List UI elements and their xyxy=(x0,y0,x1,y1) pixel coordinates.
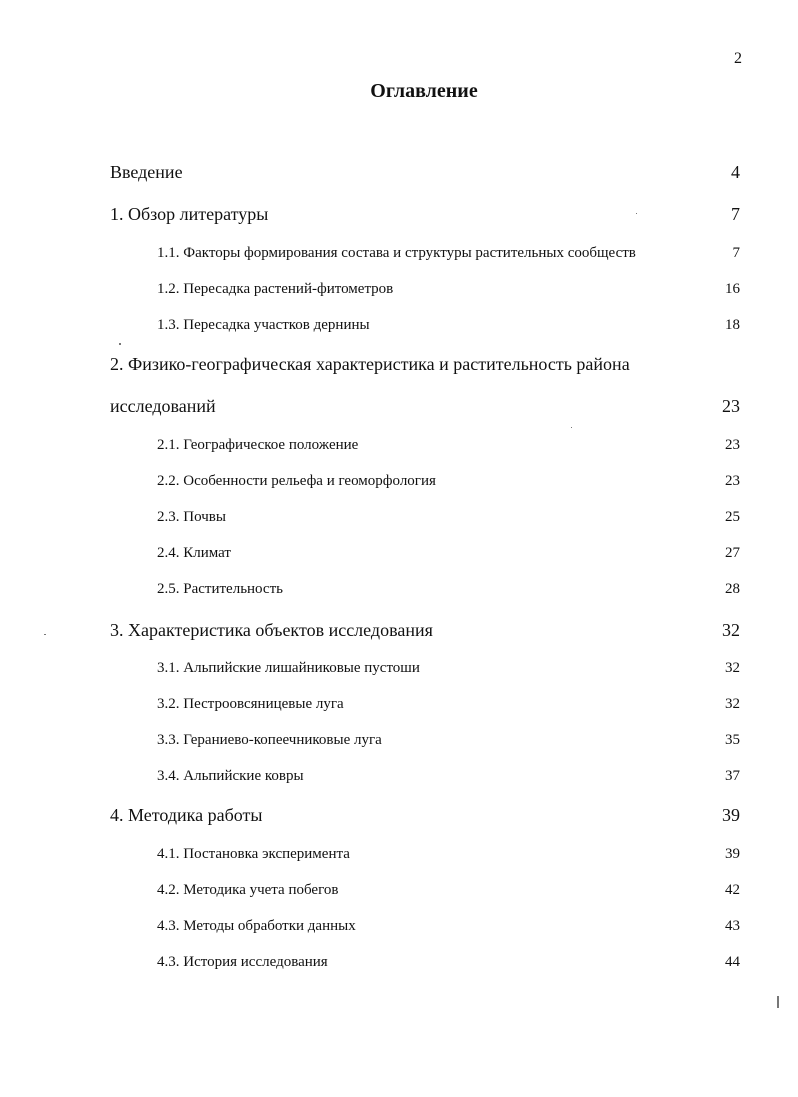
toc-entry-page: 7 xyxy=(731,204,740,224)
toc-entry-label: 2.2. Особенности рельефа и геоморфология xyxy=(157,473,436,489)
toc-entry-page: 16 xyxy=(725,281,740,297)
toc-entry-label: 4.3. Методы обработки данных xyxy=(157,918,356,934)
toc-entry-label: 2.3. Почвы xyxy=(157,509,226,525)
toc-entry-label: 1.1. Факторы формирования состава и структуры растительных сообществ xyxy=(157,245,636,261)
toc-subentry xyxy=(157,918,740,935)
toc-entry-label: 4. Методика работы xyxy=(110,805,263,825)
toc-subentry xyxy=(157,882,740,899)
scan-speck xyxy=(571,427,572,428)
toc-subentry xyxy=(157,732,740,749)
page-number: 2 xyxy=(734,50,742,67)
toc-entry-page: 23 xyxy=(725,437,740,453)
toc-subentry xyxy=(157,768,740,785)
toc-entry xyxy=(110,204,740,225)
toc-entry-page: 32 xyxy=(725,696,740,712)
toc-subentry xyxy=(157,437,740,454)
toc-entry-label: 2.1. Географическое положение xyxy=(157,437,359,453)
toc-entry-page: 39 xyxy=(725,846,740,862)
toc-subentry xyxy=(157,581,740,598)
toc-subentry xyxy=(157,954,740,971)
toc-entry-label: 1.2. Пересадка растений-фитометров xyxy=(157,281,394,297)
toc-entry-page: 23 xyxy=(725,473,740,489)
toc-entry-label: 3. Характеристика объектов исследования xyxy=(110,620,433,640)
scan-speck xyxy=(636,213,637,214)
toc-entry xyxy=(110,805,740,826)
toc-subentry xyxy=(157,281,740,298)
toc-entry-page: 44 xyxy=(725,954,740,970)
toc-entry-label: 3.2. Пестроовсяницевые луга xyxy=(157,696,344,712)
toc-subentry xyxy=(157,317,740,334)
toc-entry-page: 27 xyxy=(725,545,740,561)
toc-subentry xyxy=(157,545,740,562)
scan-speck xyxy=(777,996,779,1008)
toc-entry-label: 4.1. Постановка эксперимента xyxy=(157,846,350,862)
toc-entry-page: 32 xyxy=(725,660,740,676)
toc-title: Оглавление xyxy=(370,80,478,102)
toc-entry-label: 2.4. Климат xyxy=(157,545,231,561)
toc-entry-page: 18 xyxy=(725,317,740,333)
toc-subentry xyxy=(157,473,740,490)
toc-entry-page: 23 xyxy=(722,396,740,416)
toc-subentry xyxy=(157,846,740,863)
toc-entry-page: 4 xyxy=(731,162,740,182)
toc-entry-label: 4.3. История исследования xyxy=(157,954,328,970)
toc-entry-page: 32 xyxy=(722,620,740,640)
toc-entry-label: 2. Физико-географическая характеристика и растительность района xyxy=(110,354,630,374)
toc-entry-page: 35 xyxy=(725,732,740,748)
toc-entry xyxy=(110,162,740,183)
toc-entry-label: 3.3. Гераниево-копеечниковые луга xyxy=(157,732,382,748)
toc-entry-label: 3.1. Альпийские лишайниковые пустоши xyxy=(157,660,420,676)
scan-speck xyxy=(119,343,121,345)
toc-entry-page: 25 xyxy=(725,509,740,525)
toc-entry-page: 43 xyxy=(725,918,740,934)
toc-subentry xyxy=(157,660,740,677)
toc-entry-label: 2.5. Растительность xyxy=(157,581,283,597)
toc-subentry xyxy=(157,509,740,526)
toc-entry-label: Введение xyxy=(110,162,183,182)
toc-entry xyxy=(110,396,740,417)
toc-entry-label: 4.2. Методика учета побегов xyxy=(157,882,339,898)
toc-entry xyxy=(110,354,740,375)
toc-entry-page: 7 xyxy=(732,245,740,261)
toc-entry-page: 37 xyxy=(725,768,740,784)
toc-subentry xyxy=(157,245,740,262)
toc-entry-page: 39 xyxy=(722,805,740,825)
toc-entry-label: исследований xyxy=(110,396,216,416)
toc-entry xyxy=(110,620,740,641)
toc-entry-label: 3.4. Альпийские ковры xyxy=(157,768,304,784)
toc-entry-page: 28 xyxy=(725,581,740,597)
scan-speck xyxy=(44,634,46,635)
toc-entry-page: 42 xyxy=(725,882,740,898)
toc-entry-label: 1. Обзор литературы xyxy=(110,204,269,224)
toc-entry-label: 1.3. Пересадка участков дернины xyxy=(157,317,370,333)
toc-subentry xyxy=(157,696,740,713)
